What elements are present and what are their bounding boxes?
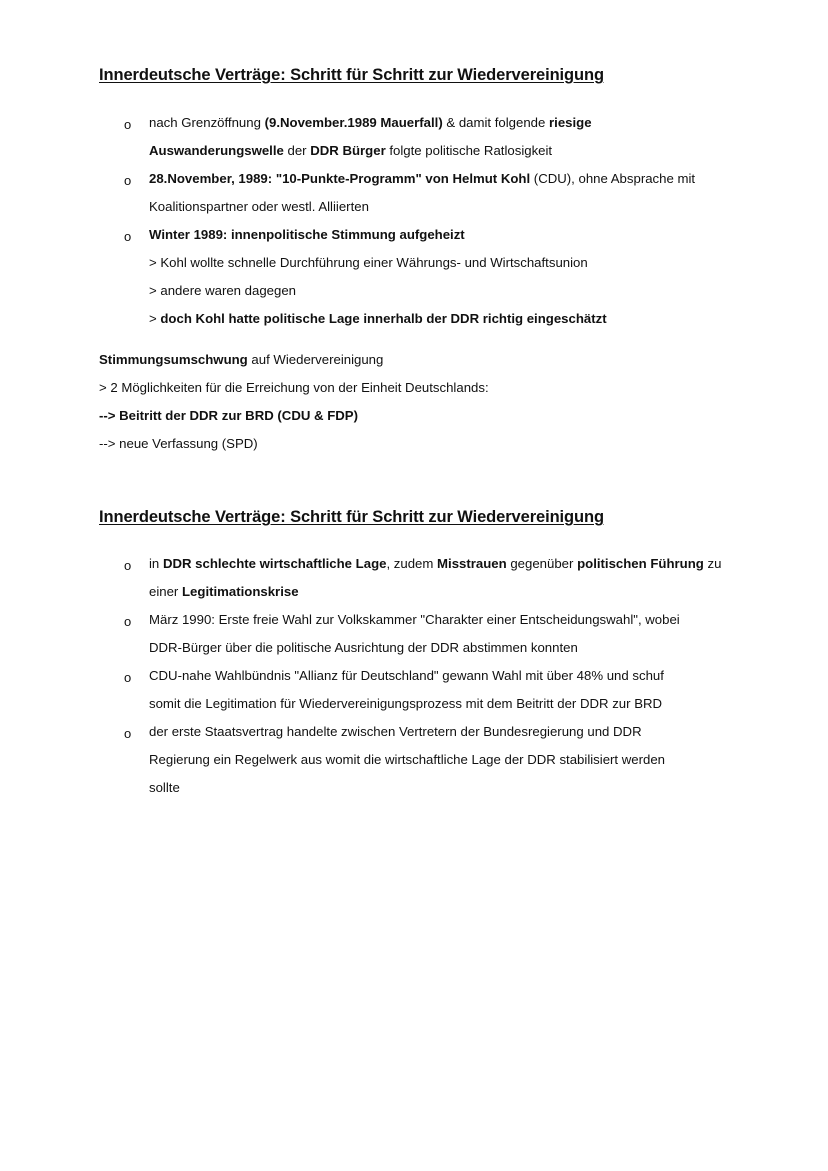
section-1-bullet-2-line-1: [149, 172, 695, 185]
text-run: März 1990: Erste freie Wahl zur Volkskammer "Charakter einer Entscheidungswahl", wobei: [149, 612, 680, 627]
paragraph-beitritt: [99, 409, 358, 422]
text-run: Regierung ein Regelwerk aus womit die wirtschaftliche Lage der DDR stabilisiert werden: [149, 752, 666, 767]
section-1-bullet-3-line-2: [149, 256, 588, 269]
section-2-bullet-3-line-2: [149, 697, 662, 710]
bold-text-run: Auswanderungswelle: [149, 143, 284, 158]
paragraph-stimmungsumschwung: [99, 353, 383, 366]
text-run: > Kohl wollte schnelle Durchführung einer Währungs- und Wirtschaftsunion: [149, 255, 588, 270]
section-2-heading: Innerdeutsche Verträge: Schritt für Schritt zur Wiedervereinigung: [99, 508, 604, 526]
text-run: (CDU), ohne Absprache mit: [530, 171, 696, 186]
text-run: DDR-Bürger über die politische Ausrichtung der DDR abstimmen konnten: [149, 640, 578, 655]
text-run: gegenüber: [506, 556, 578, 571]
text-run: folgte politische Ratlosigkeit: [385, 143, 553, 158]
bullet-marker: o: [124, 173, 132, 188]
bullet-marker: o: [124, 726, 132, 741]
section-2-bullet-1-line-1: [149, 557, 721, 570]
section-2-bullet-4-line-1: [149, 725, 642, 738]
bold-text-run: DDR schlechte wirtschaftliche Lage: [162, 556, 387, 571]
section-2-bullet-2-line-2: [149, 641, 578, 654]
section-1-bullet-3-line-1: [149, 228, 465, 241]
text-run: > 2 Möglichkeiten für die Erreichung von der Einheit Deutschlands:: [99, 380, 489, 395]
bullet-marker: o: [124, 558, 132, 573]
text-run: >: [149, 311, 161, 326]
paragraph-moeglichkeiten: [99, 381, 489, 394]
section-2-bullet-3-line-1: [149, 669, 664, 682]
bold-text-run: Stimmungsumschwung: [99, 352, 248, 367]
bold-text-run: politischen Führung: [577, 556, 704, 571]
bold-text-run: riesige: [549, 115, 592, 130]
bold-text-run: Legitimationskrise: [182, 584, 299, 599]
bullet-marker: o: [124, 117, 132, 132]
section-2-bullet-4-line-3: [149, 781, 180, 794]
section-1-bullet-1-line-2: [149, 144, 552, 157]
text-run: in: [149, 556, 163, 571]
section-1-bullet-2-line-2: [149, 200, 369, 213]
text-run: zu: [703, 556, 722, 571]
text-run: sollte: [149, 780, 180, 795]
text-run: somit die Legitimation für Wiedervereinigungsprozess mit dem Beitritt der DDR zur BRD: [149, 696, 663, 711]
bold-text-run: --> Beitritt der DDR zur BRD (CDU & FDP): [99, 408, 358, 423]
bullet-marker: o: [124, 229, 132, 244]
section-2-bullet-1-line-2: [149, 585, 299, 598]
text-run: , zudem: [386, 556, 438, 571]
bold-text-run: (9.November.1989 Mauerfall): [264, 115, 443, 130]
section-2-bullet-2-line-1: [149, 613, 680, 626]
section-2-bullet-4-line-2: [149, 753, 665, 766]
text-run: & damit folgende: [442, 115, 550, 130]
section-1-heading: Innerdeutsche Verträge: Schritt für Schritt zur Wiedervereinigung: [99, 66, 604, 84]
paragraph-verfassung: [99, 437, 258, 450]
text-run: einer: [149, 584, 182, 599]
bold-text-run: doch Kohl hatte politische Lage innerhalb der DDR richtig eingeschätzt: [160, 311, 607, 326]
bold-text-run: DDR Bürger: [310, 143, 386, 158]
section-1-bullet-1-line-1: [149, 116, 592, 129]
section-1-bullet-3-line-3: [149, 284, 296, 297]
text-run: der: [283, 143, 311, 158]
bullet-marker: o: [124, 614, 132, 629]
bold-text-run: Winter 1989: innenpolitische Stimmung aufgeheizt: [149, 227, 465, 242]
text-run: der erste Staatsvertrag handelte zwischen Vertretern der Bundesregierung und DDR: [149, 724, 642, 739]
bold-text-run: 28.November, 1989: "10-Punkte-Programm" von Helmut Kohl: [149, 171, 531, 186]
text-run: CDU-nahe Wahlbündnis "Allianz für Deutschland" gewann Wahl mit über 48% und schuf: [149, 668, 664, 683]
bold-text-run: Misstrauen: [437, 556, 507, 571]
bullet-marker: o: [124, 670, 132, 685]
section-1-bullet-3-line-4: [149, 312, 607, 325]
text-run: > andere waren dagegen: [149, 283, 297, 298]
text-run: nach Grenzöffnung: [149, 115, 265, 130]
text-run: auf Wiedervereinigung: [247, 352, 384, 367]
text-run: --> neue Verfassung (SPD): [99, 436, 258, 451]
text-run: Koalitionspartner oder westl. Alliierten: [149, 199, 369, 214]
